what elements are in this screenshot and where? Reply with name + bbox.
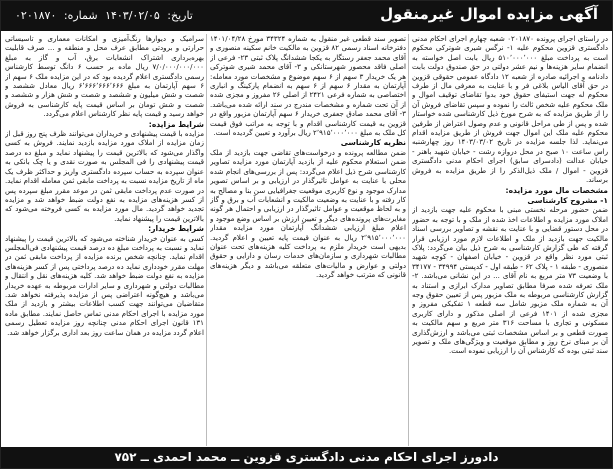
paragraph: ضمن حضور مرحله نخستی مبنی با محکوم علیه جهت بازدید از املاک مورد مزایده و اطلاعات اخذ شده از ملک و با توجه به حضور در محل دستور قضایی و با عنایت به نقشه و تصاویر بررسی اسناد مالکیت جهت بازدید از ملک و اطلاعات لازم مورد ارزیابی قرار گرفته که طی گزارش کارشناسی به شرح ذیل بیان می‌گردد: پلاک ثبتی مورد نظر واقع در قزوین - خیابان اصفهان - کوچه شهید منصوری - طبقه ۱ - پلاک ۶۲ - طبقه اول - کدپستی ۳۴۹۹۴ - ۳۴۱۷۷ با وضعیت ۷۳ متر مربع به نام آقای ... در این نشانی می‌باشد. xyxy=(412,205,608,281)
paragraph: سرامیک و دیوارها رنگ‌آمیزی و امکانات معماری و تاسیساتی حرارتی و برودتی مطابق عرف محل و منطقه و ... صرف قابلیت بهره‌برداری اشتراک انشعابات برق، آب و گاز به مبلغ ۷/۰/۰۰۰/۰۰۰/۰۰۰ ریال ماده بر حسب ۶ دانگ توسط کارشناس رسمی دادگستری اعلام گردیده بود که در این مزایده ملک ۶ سهم از ۶ سهم آپارتمان به مبلغ ۶٬۶۶۶٬۶۶۶٬۶۶۶ ریال معادل ششصد و شصت و شش میلیون و ششصد و شصت و شش هزار و ششصد و شصت و شش تومان بر اساس قیمت پایه کارشناسی به فروش خواهد رسید و قیمت پایه نظر کارشناس اعلام می‌گردد. xyxy=(5,34,204,119)
notice-meta xyxy=(13,9,195,22)
paragraph: تصویر سند قطعی غیر منقول به شماره ۳۴۳۲۴ مورخ ۱۴۰۱/۰۴/۲۸ دفترخانه اسناد رسمی ۸۲ قزوین به مالکیت خانم سکینه منصوری و آقای محمد جعفر رستگار به یکجا ششدانگ پلاک ثبتی ۲۳- فرعی از اصلی فاقد محصور شهرستانکی و ۳- آقای محمد شیری شوترکی هر یک خریدار ۳ سهم از ۶ سهم موضوع و مشخصات مورد معامله: آپارتمان به مقدار ۶ سهم از ۶ سهم به انضمام پارکینگ و انباری اختصاصی به شماره فرعی ۲۴۲۱ از اصلی ۲۶ مفروز و مجزی شده از آن تحت شماره و مشخصات مندرج در سند ارائه شده می‌باشد. xyxy=(210,34,406,109)
notice-footer: دادورز اجرای احکام مدنی دادگستری قزوین ــ محمد احمدی ــ ۷۵۲ xyxy=(1,447,612,468)
paragraph: کسی به عنوان خریدار شناخته می‌شود که بالاترین قیمت را پیشنهاد نماید و نسبت به پرداخت مبلغ ده درصد قیمت پیشنهادی فی‌المجلس اقدام نماید. چنانچه شخص برنده مزایده از پرداخت مابقی ثمن در مهلت مقرر خودداری نماید ده درصد پرداختی پس از کسر هزینه‌های مزایده به نفع دولت ضبط خواهد شد. کلیه هزینه‌های نقل و انتقال و مطالبات دولتی و شهرداری و سایر ادارات مربوطه به عهده خریدار می‌باشد و هیچ‌گونه اعتراضی پس از مزایده پذیرفته نخواهد شد. متقاضیان می‌توانند جهت کسب اطلاعات بیشتر و بازدید از ملک مورد مزایده با اجرای احکام مدنی تماس حاصل نمایند. مطابق ماده ۱۳۱ قانون اجرای احکام مدنی چنانچه روز مزایده تعطیل رسمی اعلام گردد مزایده در همان ساعت روز بعد اداری برگزار خواهد شد. xyxy=(5,233,204,337)
column-right xyxy=(412,34,608,446)
paragraph: ۳- آقای محمد صادق جعفری خریدار ۶ سهم آپارتمان مزبور واقع در قزوین به قیمت کارشناسی اقدام و با توجه به مراتب فوق قیمت کل ملک به مبلغ ۲٬۹۱۵٬۰۰۰٬۰۰۰ ریال برآورد و تعیین گردیده است. xyxy=(210,109,406,138)
paragraph: پس از بررسی‌های انجام شده محلی با عنایت به عوامل تاثیرگذار در ارزیابی و بر اساس تصویر مدارک موجود و نوع کاربری موقعیت جغرافیایی سن بنا و مصالح به کار رفته و با عنایت به وضعیت مالکیت و انشعابات آب و برق و گاز و به لحاظ موقعیت و عوامل تاثیرگذار در ارزیابی و احتمال هر گونه مغایرت‌های پرونده‌های دیگر و تعیین ارزش بر اساس وضع موجود و اعلام مبلغ ارزیابی ششدانگ آپارتمان مورد مزایده مقدار ۲٬۹۱۵٬۰۰۰٬۰۰۰ ریال به عنوان قیمت پایه تعیین و اعلام گردید. بدیهی است خریدار ملزم به پرداخت کلیه هزینه‌های تحت عنوان مطالبات شهرداری و سازمان‌های خدمات رسان و دارایی و حقوق دولتی و عوارض و مالیات‌های متعلقه می‌باشد و دیگر هزینه‌های قانونی که مترتب خواهد گردید. xyxy=(210,166,406,280)
section-heading: شرایط مزایده: xyxy=(148,119,204,129)
column-divider xyxy=(206,34,207,446)
notice-body xyxy=(5,34,608,446)
section-heading: شرایط خریدار: xyxy=(148,224,204,234)
column-divider xyxy=(408,34,409,446)
number-label: شماره: xyxy=(63,9,98,22)
column-left xyxy=(5,34,204,446)
date-label: تاریخ: xyxy=(167,9,193,22)
notice-header xyxy=(1,1,612,31)
paragraph: ۲- ملک تعرفه شده صرفا مطابق تصاویر مدارک ابرازی و استناد به گزارش کارشناسی مربوطه به ملک مزبور پس از تعیین حقوق وجه آن به شماره ملک مزبور شامل سه قطعه ۱ تفکیکی مفروز و مجزی شده از ۱۴۰۱ فرعی از اصلی مذکور و دارای کاربری مسکونی و تجاری با مساحت ۳۱۶ متر مربع و سهم مالکیت به صورت قطعی و بر اساس مشخصات ثبتی می‌باشد و ارزش‌گذاری آن بر مبنای نرخ روز و مطابق موقعیت و ویژگی‌های ملک و تصویر سند ثبتی بوده که کارشناس آن را ارزیابی نموده است. xyxy=(412,271,608,356)
notice-title: آگهی مزایده اموال غیرمنقول xyxy=(380,5,598,23)
number-value: ۰۲۰۱۸۷۰ xyxy=(15,9,57,22)
section-heading: ۱- مشروح کارشناسی xyxy=(527,195,608,205)
section-heading: مشخصات مال مورد مزایده: xyxy=(505,185,608,195)
section-heading: نظریه کارشناسی xyxy=(340,138,406,148)
paragraph: ضمن مطالعه پرونده و درخواست‌های تقاضی جهت بازدید از ملک ضمن استعلام محکوم علیه از بازدید آپارتمان مورد مزایده تصاویر کارشناسی شرح ذیل اعلام می‌گردد: xyxy=(210,147,406,176)
paragraph: در راستای اجرای پرونده ۰۲۰۱۸۷۰ شعبه چهارم اجرای احکام مدنی دادگستری قزوین محکوم علیه ۱- نرگس شیری شوترکی محکوم است به پرداخت مبلغ ۵۱۰٬۰۰۰٬۰۰۰ ریال بابت اصل خواسته به انضمام سایر هزینه‌ها و نیم عشر دولتی در حق صندوق دولت بابت دادنامه و اجرائیه صادره از شعبه ۱۲ دادگاه عمومی حقوقی قزوین در حق آقای الیاس بلاغی فر و با عنایت به معرفی مال از طرف محکوم له جهت استیفای حقوق خود بدوا تقاضای توقیف اموال و ملک محکوم علیه شخص ثالث را نموده و سپس تقاضای فروش آن را از طریق مزایده که به شرح مورخ ذیل کارشناسی شده خواستار شده و پس از طی مراحل قانونی و عدم وصول اعتراض از طرفین محکوم علیه ملک این اموال جهت فروش از طریق مزایده اقدام می‌نماید. لذا جلسه مزایده در تاریخ ۱۴۰۳/۰۳/۰۲ روز چهارشنبه راس ساعت ۱۰ صبح در محل دروازه رشت - خیابان شهید باهنر - خیابان عدالت (دادسرای سابق) اجرای احکام مدنی دادگستری قزوین - اموال / ملک ذیل‌الذکر را از طریق مزایده به فروش برساند. xyxy=(412,34,608,185)
paragraph: مزایده با قیمت پیشنهادی و خریداران می‌توانند ظرف پنج روز قبل از زمان مزایده از املاک مورد مزایده بازدید نمایند. فروش به کسی واگذار می‌شود که بالاترین قیمت را پیشنهاد نماید و مبلغ ده درصد قیمت پیشنهادی را فی المجلس به صورت نقدی و یا چک بانکی به عنوان سپرده به حساب سپرده دادگستری واریز و حداکثر ظرف یک ماه از تاریخ مزایده نسبت به پرداخت مابقی ثمن معامله اقدام نماید. در صورت عدم پرداخت مابقی ثمن در موعد مقرر مبلغ سپرده پس از کسر هزینه‌های مزایده به نفع دولت ضبط خواهد شد و مزایده تجدید خواهد گردید. مال مورد مزایده به کسی فروخته می‌شود که بالاترین قیمت را پیشنهاد نماید. xyxy=(5,129,204,223)
column-middle xyxy=(210,34,406,446)
date-value: ۱۴۰۳/۰۲/۰۵ xyxy=(105,9,160,22)
